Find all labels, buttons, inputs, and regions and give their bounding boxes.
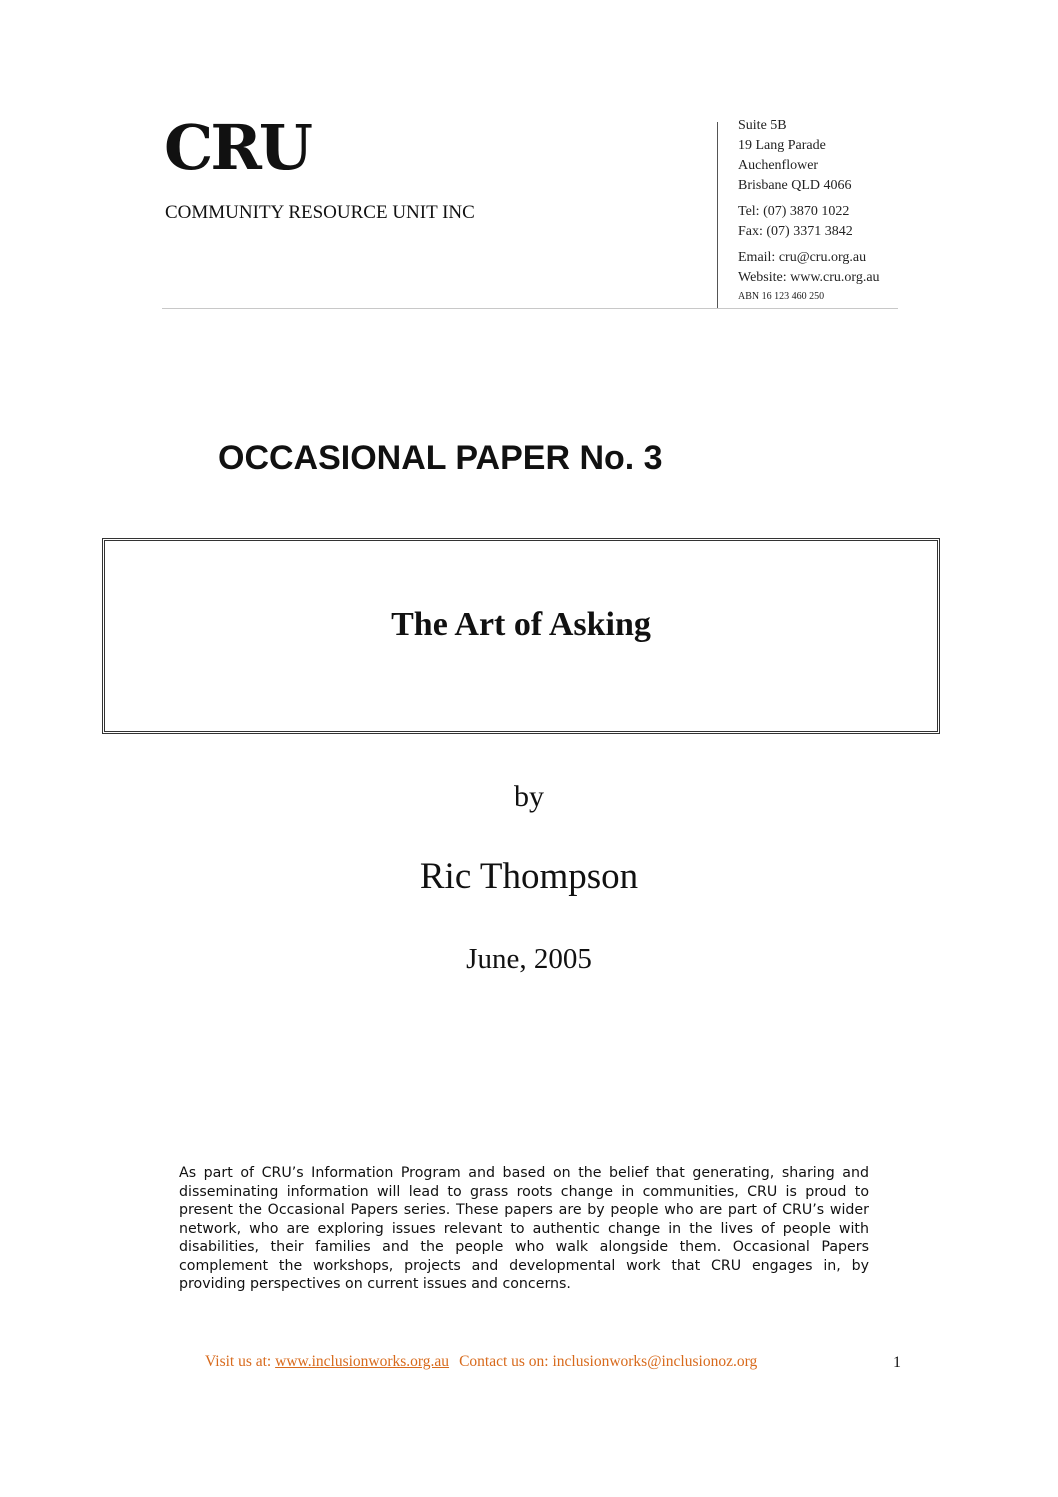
visit-label: Visit us at: xyxy=(205,1353,276,1370)
telephone: Tel: (07) 3870 1022 xyxy=(738,204,850,219)
publication-date: June, 2005 xyxy=(466,943,592,975)
cru-logo: CRU xyxy=(164,111,310,184)
website-link[interactable]: www.inclusionworks.org.au xyxy=(275,1353,450,1370)
address-line: Auchenflower xyxy=(738,158,819,173)
paper-number: OCCASIONAL PAPER No. 3 xyxy=(218,439,663,477)
contact-block xyxy=(738,116,880,306)
document-title: The Art of Asking xyxy=(391,606,651,643)
address-line: Suite 5B xyxy=(738,118,787,133)
website: Website: www.cru.org.au xyxy=(738,270,880,285)
contact-label: Contact us on: xyxy=(459,1353,553,1370)
page-number: 1 xyxy=(893,1354,901,1371)
by-label: by xyxy=(514,780,544,813)
address-line: 19 Lang Parade xyxy=(738,138,826,153)
author-name: Ric Thompson xyxy=(419,856,639,897)
contact-email[interactable]: inclusionworks@inclusionoz.org xyxy=(552,1353,758,1370)
title-box xyxy=(102,538,940,734)
address-line: Brisbane QLD 4066 xyxy=(738,178,852,193)
fax: Fax: (07) 3371 3842 xyxy=(738,224,853,239)
email: Email: cru@cru.org.au xyxy=(738,250,867,265)
intro-paragraph: As part of CRU’s Information Program and based on the belief that generating, sharing and disseminating information will lead to grass roots change in communities, CRU is proud to present the Occasional Papers series. These papers are by people who are part of CRU’s wider network, who are exploring issues relevant to authentic change in the lives of people with disabilities, their families and the people who walk alongside them. Occasional Papers complement the workshops, projects and developmental work that CRU engages in, by providing perspectives on current issues and concerns. xyxy=(179,1165,869,1292)
letterhead-divider xyxy=(717,122,718,308)
letterhead xyxy=(162,112,898,309)
footer xyxy=(205,1352,757,1372)
organization-name: COMMUNITY RESOURCE UNIT INC xyxy=(165,202,475,223)
abn: ABN 16 123 460 250 xyxy=(738,291,825,302)
